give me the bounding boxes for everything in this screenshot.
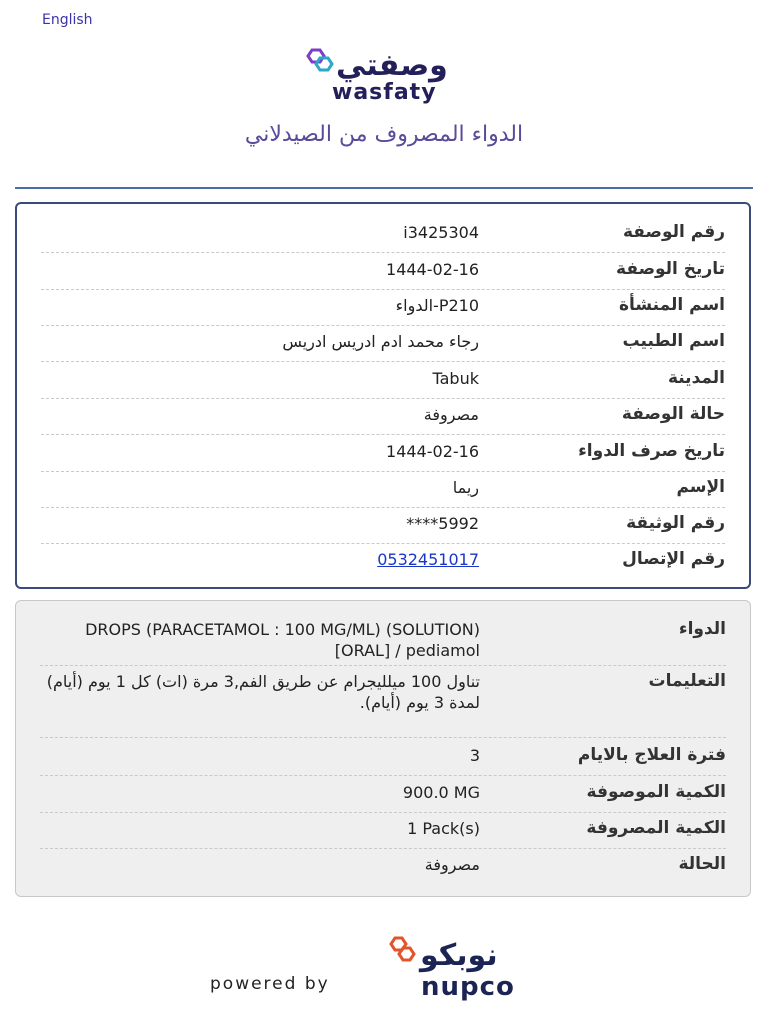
prescribed-quantity-value: 900.0 MG	[402, 783, 480, 802]
logo-arabic-text: وصفتي	[336, 48, 448, 83]
field-label: الكمية المصروفة	[586, 818, 726, 838]
prescription-status-row	[41, 404, 725, 435]
field-label: المدينة	[667, 368, 725, 388]
dispense-date-row	[41, 441, 725, 472]
contact-phone-link[interactable]: 0532451017	[377, 550, 479, 569]
field-label: الكمية الموصوفة	[586, 782, 726, 802]
facility-name-row	[41, 295, 725, 326]
prescription-status-value: مصروفة	[423, 405, 479, 424]
patient-name-value: ريما	[452, 478, 479, 497]
treatment-days-value: 3	[469, 746, 480, 765]
medication-name-value: DROPS (PARACETAMOL : 100 MG/ML) (SOLUTION) [ORAL] / pediamol	[85, 620, 480, 660]
field-label: اسم المنشأة	[618, 295, 725, 315]
instructions-row	[40, 671, 726, 738]
treatment-days-row	[40, 745, 726, 776]
city-value: Tabuk	[432, 369, 479, 388]
field-label: رقم الإتصال	[622, 549, 725, 569]
page-title: الدواء المصروف من الصيدلاني	[244, 122, 524, 147]
prescription-number-value: i3425304	[403, 223, 479, 242]
powered-by-label: powered by	[210, 974, 330, 994]
medication-status-row	[40, 854, 726, 884]
dispense-date-value: 1444-02-16	[386, 442, 479, 461]
medication-name-row	[40, 619, 726, 666]
field-label: تاريخ الوصفة	[616, 259, 725, 279]
dispensed-quantity-value: 1 Pack(s)	[407, 819, 480, 838]
prescription-details-card	[15, 202, 751, 589]
field-label: اسم الطبيب	[622, 331, 725, 351]
prescription-date-value: 1444-02-16	[386, 260, 479, 279]
header-divider	[15, 187, 753, 189]
doctor-name-value: رجاء محمد ادم ادريس ادريس	[282, 332, 479, 351]
logo-english-text: wasfaty	[332, 80, 437, 105]
prescription-number-row	[41, 222, 725, 253]
field-label: التعليمات	[648, 671, 726, 691]
contact-number-value	[39, 549, 479, 570]
field-label: الدواء	[678, 619, 726, 639]
wasfaty-logo	[306, 46, 466, 106]
field-label: الحالة	[678, 854, 726, 874]
city-row	[41, 368, 725, 399]
document-number-row	[41, 513, 725, 544]
facility-name-value: P210-الدواء	[395, 296, 479, 315]
nupco-arabic-text: نوبكو	[420, 938, 498, 973]
doctor-name-row	[41, 331, 725, 362]
contact-number-row	[41, 549, 725, 579]
field-label: رقم الوثيقة	[626, 513, 725, 533]
dispensed-quantity-row	[40, 818, 726, 849]
field-label: تاريخ صرف الدواء	[578, 441, 725, 461]
document-number-value: ****5992	[406, 514, 479, 533]
field-label: رقم الوصفة	[622, 222, 725, 242]
prescription-date-row	[41, 259, 725, 290]
patient-name-row	[41, 477, 725, 508]
wasfaty-mark-icon	[306, 48, 334, 72]
nupco-mark-icon	[389, 936, 419, 964]
instructions-value: تناول 100 ميلليجرام عن طريق الفم,3 مرة (ات) كل 1 يوم (أيام) لمدة 3 يوم (أيام).	[46, 672, 480, 712]
prescribed-quantity-row	[40, 782, 726, 813]
nupco-logo	[385, 932, 550, 1004]
nupco-english-text: nupco	[421, 972, 515, 1002]
medication-status-value: مصروفة	[424, 855, 480, 874]
field-label: الإسم	[676, 477, 725, 497]
field-label: فترة العلاج بالايام	[577, 745, 726, 765]
field-label: حالة الوصفة	[621, 404, 725, 424]
medication-details-card	[15, 600, 751, 897]
language-switch-link[interactable]: English	[42, 12, 93, 28]
